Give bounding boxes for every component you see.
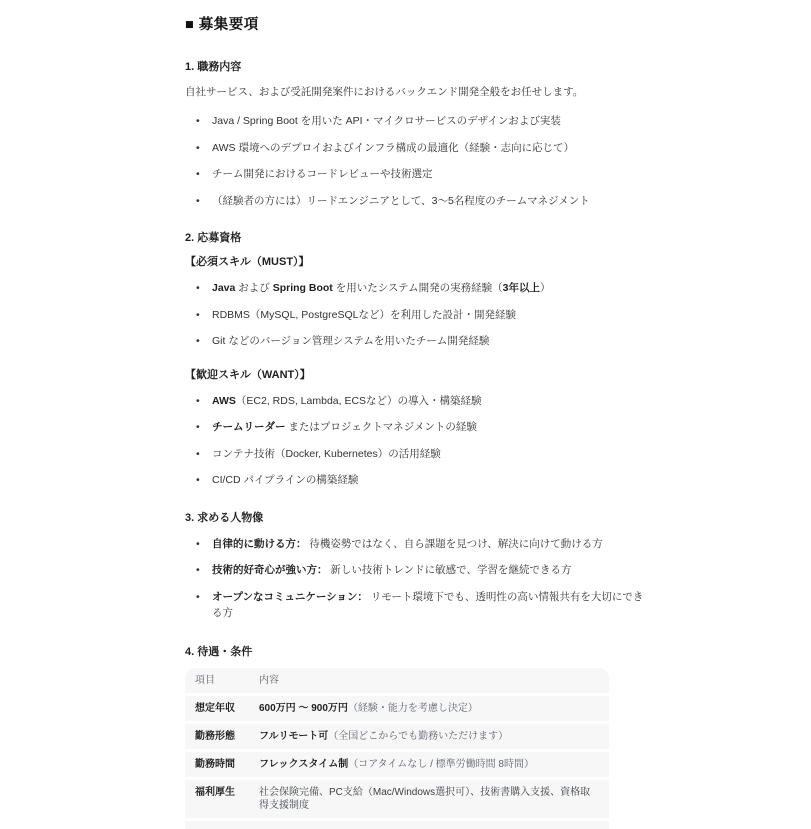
section-heading-job-description: 1. 職務内容	[185, 61, 242, 73]
row-label: 福利厚生	[185, 780, 249, 821]
bullet-icon: •	[196, 590, 200, 603]
list-item-text: （経験者の方には）リードエンジニアとして、3〜5名程度のチームマネジメント	[212, 194, 590, 207]
list-item-text: Java および Spring Boot を用いたシステム開発の実務経験（3年以上）	[212, 282, 551, 294]
must-skills-list	[185, 280, 647, 350]
bullet-icon: •	[196, 537, 200, 550]
bullet-icon: •	[196, 564, 200, 576]
list-item-text: RDBMS（MySQL, PostgreSQLなど）を利用した設計・開発経験	[212, 308, 516, 321]
job-posting-document	[185, 13, 647, 829]
table-row	[185, 752, 609, 780]
list-item-text: AWS（EC2, RDS, Lambda, ECSなど）の導入・構築経験	[212, 394, 482, 407]
row-value: フルリモート可（全国どこからでも勤務いただけます）	[249, 724, 609, 752]
row-label: 想定年収	[185, 696, 249, 724]
list-item-text: チーム開発におけるコードレビューや技術選定	[212, 168, 433, 180]
row-label	[185, 821, 249, 829]
list-item-text: Git などのバージョン管理システムを用いたチーム開発経験	[212, 335, 490, 347]
list-item-text: 自律的に動ける方： 待機姿勢ではなく、自ら課題を見つけ、解決に向けて動ける方	[212, 537, 603, 550]
list-item-text: CI/CD パイプラインの構築経験	[212, 474, 359, 486]
intro-paragraph: 自社サービス、および受託開発案件におけるバックエンド開発全般をお任せします。	[185, 86, 584, 98]
job-description-list	[185, 113, 647, 209]
bullet-icon: •	[196, 115, 200, 127]
section-heading-qualifications: 2. 応募資格	[185, 232, 242, 244]
list-item	[185, 536, 647, 553]
row-label: 勤務形態	[185, 724, 249, 752]
conditions-table	[185, 668, 609, 829]
bullet-icon: •	[196, 421, 200, 433]
bullet-icon: •	[196, 447, 200, 460]
table-row-partial	[185, 821, 609, 829]
list-item	[185, 333, 647, 350]
row-label: 勤務時間	[185, 752, 249, 780]
bullet-icon: •	[196, 194, 200, 207]
list-item	[185, 419, 647, 436]
row-value: 社会保険完備、PC支給（Mac/Windows選択可）、技術書購入支援、資格取得支援制度	[249, 780, 609, 821]
list-item	[185, 589, 647, 622]
bullet-icon: •	[196, 168, 200, 180]
list-item	[185, 280, 647, 297]
want-skills-list	[185, 393, 647, 489]
row-value	[249, 821, 609, 829]
table-row	[185, 780, 609, 821]
list-item	[185, 446, 647, 463]
list-item	[185, 113, 647, 130]
list-item	[185, 193, 647, 210]
list-item	[185, 140, 647, 157]
list-item-text: コンテナ技術（Docker, Kubernetes）の活用経験	[212, 447, 441, 460]
page-title: ■ 募集要項	[185, 17, 259, 33]
bullet-icon: •	[196, 308, 200, 321]
subheading-must-skills: 【必須スキル（MUST）】	[185, 256, 310, 268]
row-value: フレックスタイム制（コアタイムなし / 標準労働時間 8時間）	[249, 752, 609, 780]
bullet-icon: •	[196, 141, 200, 154]
list-item	[185, 393, 647, 410]
list-item-text: チームリーダー またはプロジェクトマネジメントの経験	[212, 421, 477, 433]
conditions-table-wrap	[185, 668, 609, 829]
bullet-icon: •	[196, 394, 200, 407]
bullet-icon: •	[196, 282, 200, 294]
ideal-candidate-list	[185, 536, 647, 622]
column-header-item: 項目	[185, 668, 249, 696]
table-header-row	[185, 668, 609, 696]
list-item-text: AWS 環境へのデプロイおよびインフラ構成の最適化（経験・志向に応じて）	[212, 141, 575, 154]
list-item	[185, 307, 647, 324]
column-header-content: 内容	[249, 668, 609, 696]
list-item	[185, 166, 647, 183]
table-row	[185, 696, 609, 724]
row-value: 600万円 〜 900万円（経験・能力を考慮し決定）	[249, 696, 609, 724]
list-item-text: 技術的好奇心が強い方： 新しい技術トレンドに敏感で、学習を継続できる方	[212, 564, 572, 576]
list-item	[185, 562, 647, 579]
subheading-want-skills: 【歓迎スキル（WANT）】	[185, 368, 311, 381]
bullet-icon: •	[196, 474, 200, 486]
section-heading-compensation: 4. 待遇・条件	[185, 645, 253, 658]
list-item-text: オープンなコミュニケーション： リモート環境下でも、透明性の高い情報共有を大切にできる方	[212, 590, 644, 619]
section-heading-ideal-candidate: 3. 求める人物像	[185, 511, 264, 524]
list-item-text: Java / Spring Boot を用いた API・マイクロサービスのデザインおよび実装	[212, 115, 561, 127]
table-row	[185, 724, 609, 752]
bullet-icon: •	[196, 335, 200, 347]
list-item	[185, 472, 647, 489]
